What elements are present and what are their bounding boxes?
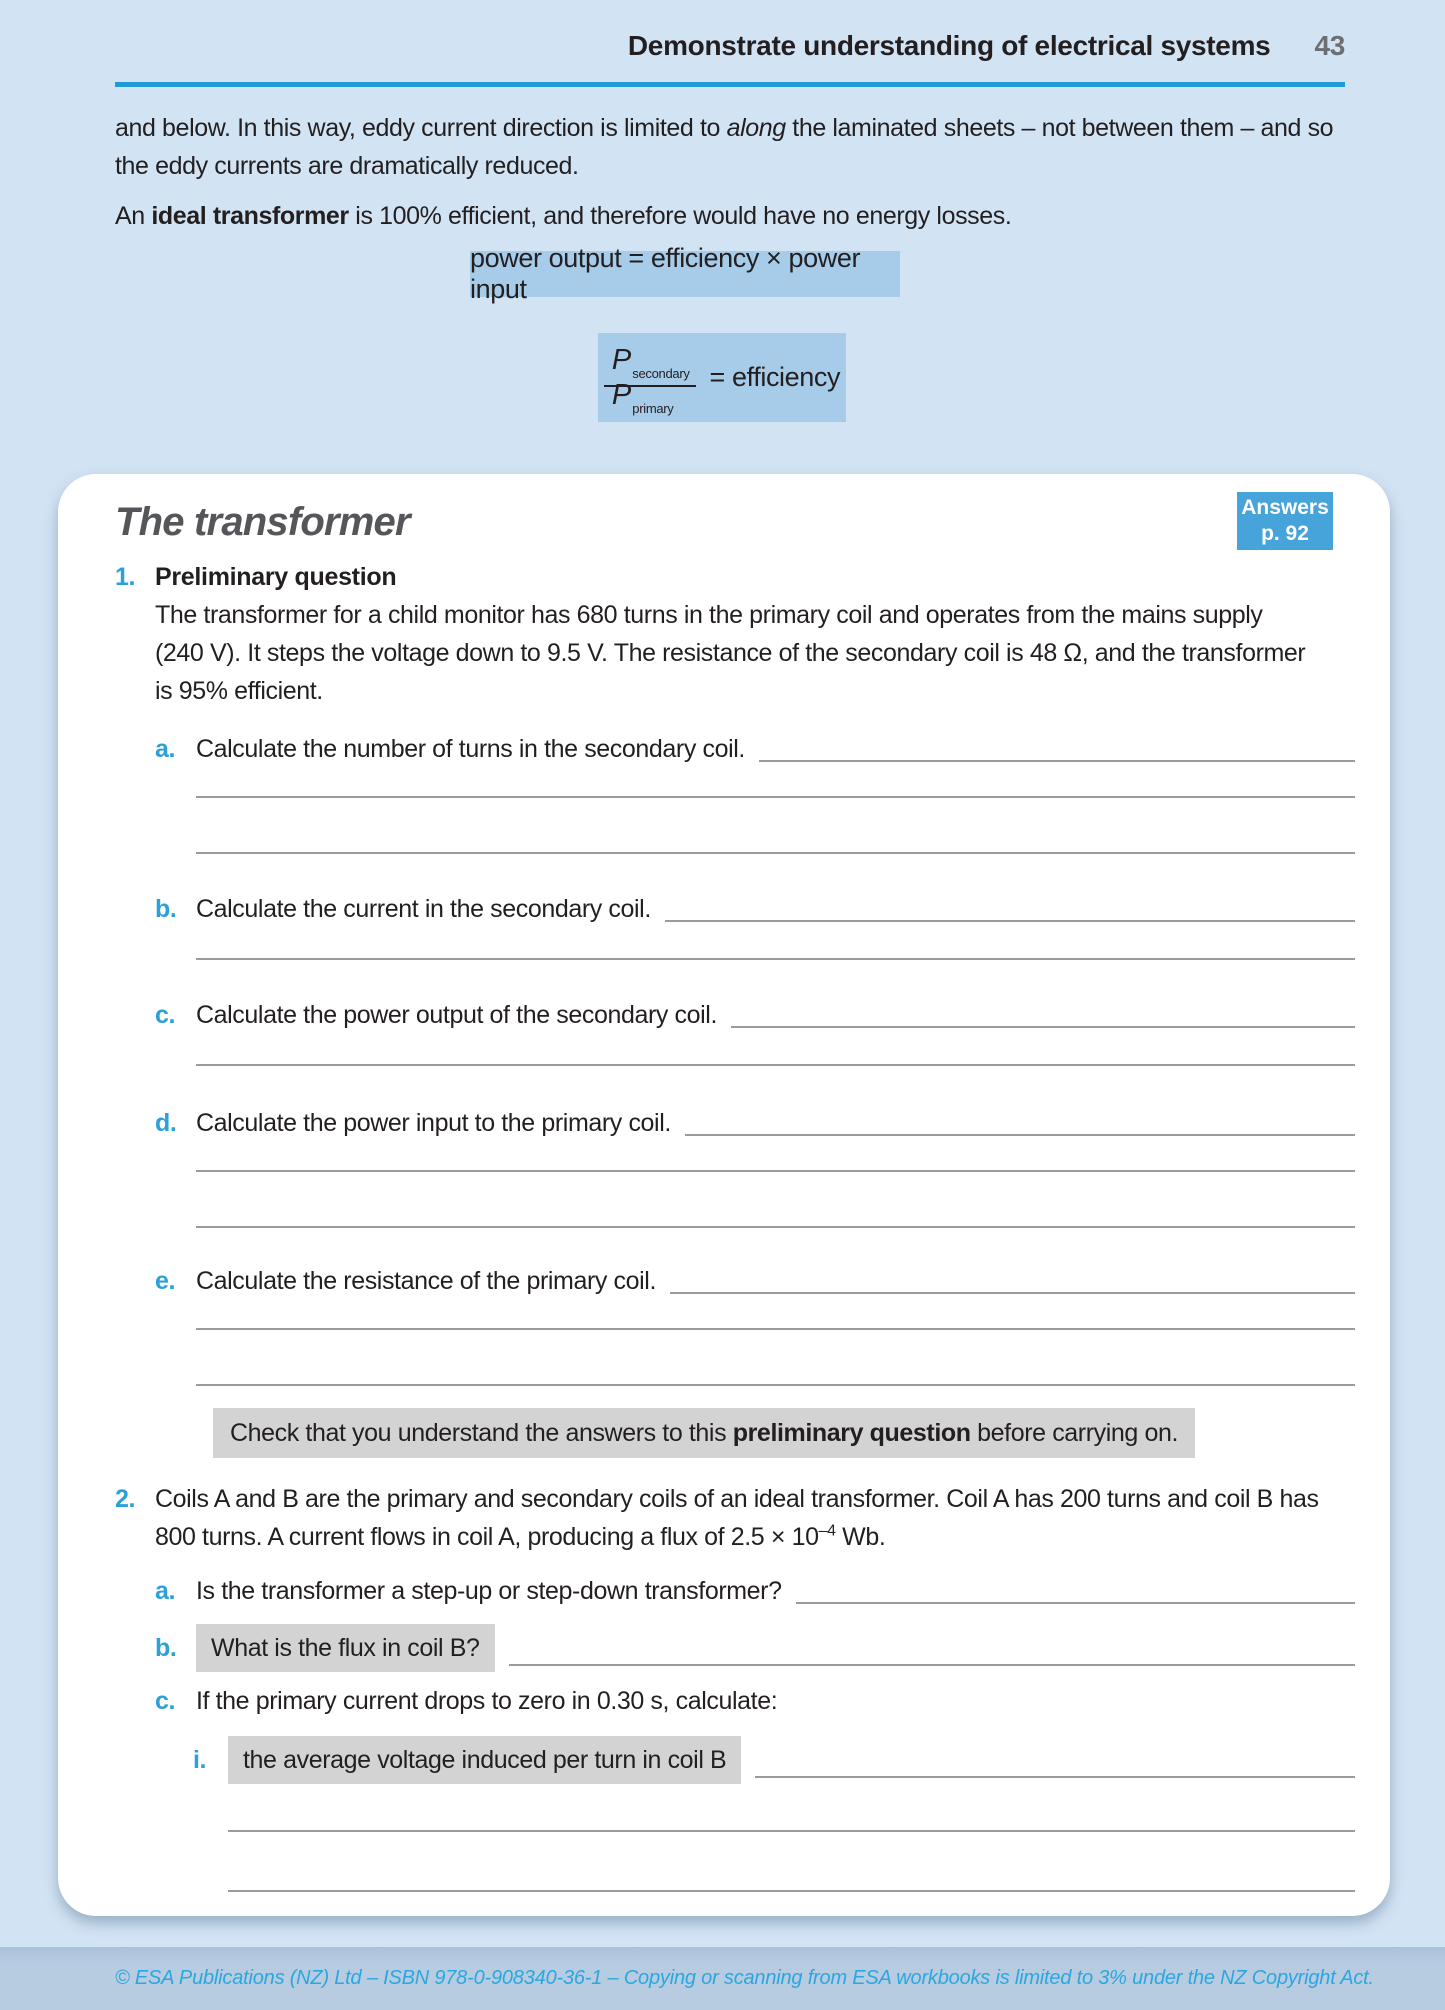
q1-part-e-label: e. [155,1267,176,1295]
copyright-text: © ESA Publications (NZ) Ltd – ISBN 978-0-908340-36-1 – Copying or scanning from ESA workbooks is limited to 3% under the NZ Copyright Act. [115,1967,1374,1989]
q1-part-e [155,1262,1355,1300]
footer [0,1947,1445,2010]
p-primary-subscript: primary [632,400,674,416]
question-1 [115,558,1355,1458]
answers-badge [1237,492,1333,550]
intro-paragraph-2-rest: is 100% efficient, and therefore would have no energy losses. [348,202,1012,230]
q2-part-c-label: c. [155,1687,176,1715]
chapter-title: Demonstrate understanding of electrical systems [627,30,1271,61]
q2-part-b-question: What is the flux in coil B? [196,1624,495,1672]
page-number: 43 [1314,30,1345,61]
formula-power-output-text: power output = efficiency × power input [470,243,861,304]
q2-part-a-label: a. [155,1577,176,1605]
card-header [115,492,1355,550]
worksheet-card [58,474,1390,1916]
answer-line [670,1292,1355,1294]
answer-line [796,1602,1355,1604]
intro-paragraph-1-rest: the laminated sheets – not between them – and so the eddy currents are dramatically reduced. [115,114,1334,180]
question-2-content [155,1480,1355,1892]
q1-part-a [155,730,1355,768]
question-2-body [155,1480,1355,1556]
question-2-body-line1: Coils A and B are the primary and secondary coils of an ideal transformer. Coil A has 200 turns and coil B has [155,1485,1319,1513]
answer-line [665,920,1355,922]
intro-paragraph-1 [115,109,1360,185]
question-1-body-line2: (240 V). It steps the voltage down to 9.5 V. The resistance of the secondary coil is 48 Ω, and the transformer [155,639,1306,667]
q1-part-b-question: Calculate the current in the secondary coil. [196,895,651,923]
formula-rhs: = efficiency [709,362,841,392]
q1-part-b [155,890,1355,928]
check-answers-note [213,1408,1195,1458]
q1-part-c-label: c. [155,1001,176,1029]
question-1-body-line1: The transformer for a child monitor has 680 turns in the primary coil and operates from the mains supply [155,601,1263,629]
answers-badge-line1: Answers [1241,496,1329,519]
q2-part-a-question: Is the transformer a step-up or step-down transformer? [196,1577,782,1605]
q1-part-a-question: Calculate the number of turns in the secondary coil. [196,735,745,763]
question-1-heading: Preliminary question [155,563,397,591]
q2-part-c-i-question: the average voltage induced per turn in coil B [228,1736,741,1784]
intro-text [115,109,1360,235]
p-primary-symbol: P [611,378,632,411]
q2-part-b [155,1624,1355,1672]
question-1-body-line3: is 95% efficient. [155,677,323,705]
answer-line [196,852,1355,854]
intro-paragraph-1-italic: along [726,114,786,142]
q1-part-c [155,996,1355,1034]
answer-line [196,1064,1355,1066]
q1-part-d-question: Calculate the power input to the primary coil. [196,1109,671,1137]
answer-line [196,958,1355,960]
page-header [115,30,1345,62]
intro-paragraph-2-text: An [115,202,152,230]
answer-line [196,1170,1355,1172]
q1-part-d-label: d. [155,1109,177,1137]
fraction [604,343,696,416]
answer-line [755,1776,1355,1778]
answer-line [228,1830,1355,1832]
answer-line [685,1134,1355,1136]
note-text-rest: before carrying on. [970,1419,1179,1447]
q1-part-d [155,1104,1355,1142]
note-text-bold: preliminary question [732,1419,971,1447]
question-2 [115,1480,1355,1892]
question-2-number: 2. [115,1485,136,1513]
q1-part-e-question: Calculate the resistance of the primary coil. [196,1267,656,1295]
q2-part-b-label: b. [155,1634,177,1662]
formula-efficiency-ratio [598,333,846,422]
answer-line [196,1328,1355,1330]
section-title: The transformer [115,500,410,544]
note-text: Check that you understand the answers to this [230,1419,733,1447]
formula-power-output [470,243,900,304]
answer-line [196,1226,1355,1228]
p-secondary-subscript: secondary [632,365,690,381]
answer-line [196,1384,1355,1386]
q2-part-c-i [155,1736,1355,1784]
q2-part-c-i-label: i. [193,1746,207,1774]
header-rule [115,82,1345,87]
q1-part-a-label: a. [155,735,176,763]
question-2-body-line2 [155,1518,1355,1556]
question-1-body [155,596,1355,710]
intro-paragraph-2 [115,197,1360,235]
answer-line [509,1664,1356,1666]
intro-paragraph-2-bold: ideal transformer [151,202,349,230]
q2-part-c [155,1682,1355,1720]
q1-part-c-question: Calculate the power output of the secondary coil. [196,1001,718,1029]
answer-line [228,1890,1355,1892]
q2-part-a [155,1572,1355,1610]
answer-line [759,760,1355,762]
intro-paragraph-1-text: and below. In this way, eddy current direction is limited to [115,114,727,142]
answers-badge-line2: p. 92 [1261,522,1309,545]
q1-part-b-label: b. [155,895,177,923]
answer-line [731,1026,1355,1028]
p-secondary-symbol: P [611,343,632,376]
exponent: –4 [818,1522,836,1540]
question-1-number: 1. [115,563,136,591]
question-2-body-line2-text: 800 turns. A current flows in coil A, producing a flux of 2.5 × 10 [155,1523,819,1551]
question-2-body-line2-rest: Wb. [835,1523,886,1551]
q2-part-c-question: If the primary current drops to zero in 0.30 s, calculate: [196,1687,778,1715]
answer-line [196,796,1355,798]
question-1-content [155,558,1355,1458]
